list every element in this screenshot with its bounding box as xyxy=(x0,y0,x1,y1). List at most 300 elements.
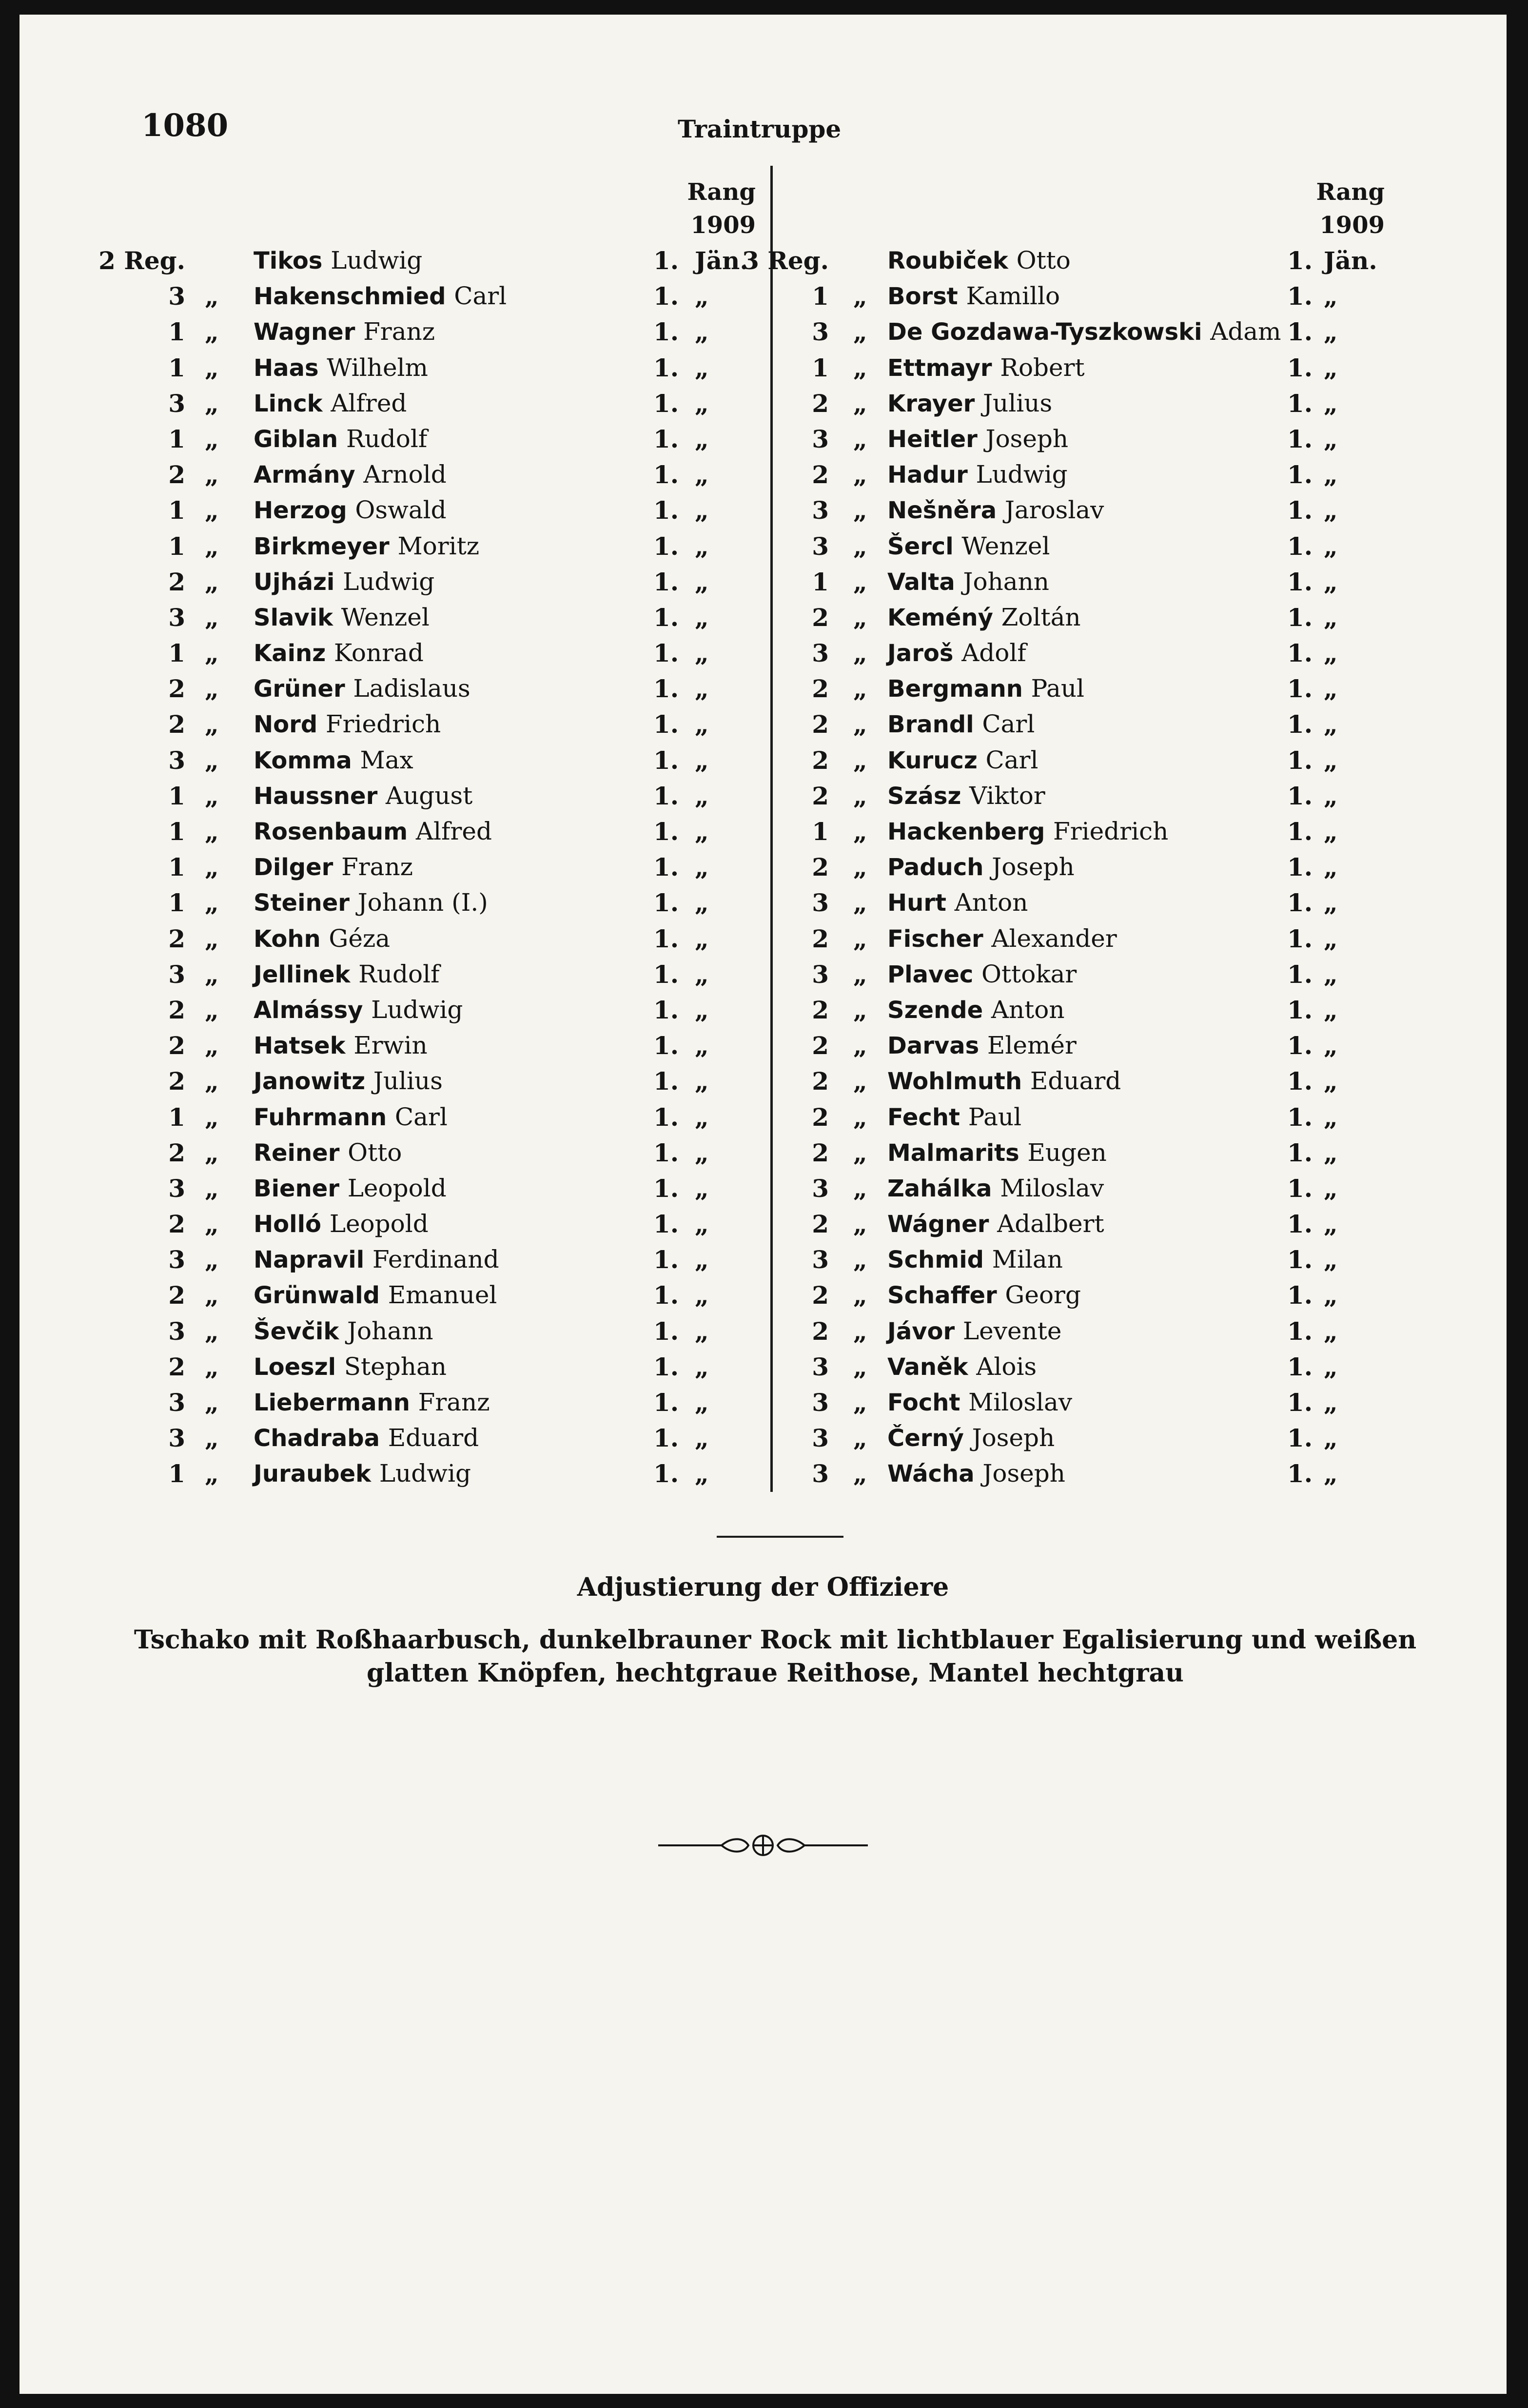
ditto-mark: „ xyxy=(205,1281,219,1310)
officer-name xyxy=(254,568,434,596)
rank-value: 1. xyxy=(653,674,679,704)
rank-value: 1. xyxy=(653,317,679,347)
officer-name xyxy=(887,425,1068,453)
rank-month: „ xyxy=(695,353,709,382)
officer-name xyxy=(254,924,390,953)
surname: Grünwald xyxy=(254,1282,380,1310)
rank-value: 1. xyxy=(1287,1388,1313,1417)
rank-month: „ xyxy=(1324,781,1338,810)
surname: Šercl xyxy=(887,532,954,560)
rank-value: 1. xyxy=(1287,1174,1313,1203)
first-name: Ferdinand xyxy=(372,1245,499,1274)
regiment-number: 3 xyxy=(168,1316,185,1346)
rank-month: „ xyxy=(695,460,709,489)
ditto-mark: „ xyxy=(205,817,219,846)
surname: Zahálka xyxy=(887,1175,992,1202)
officer-name xyxy=(254,317,435,346)
section-title: Adjustierung der Offiziere xyxy=(577,1572,949,1602)
first-name: Adolf xyxy=(961,639,1026,667)
surname: Jaroš xyxy=(887,640,954,667)
ditto-mark: „ xyxy=(205,924,219,953)
first-name: Kamillo xyxy=(966,282,1060,311)
rank-month: „ xyxy=(1324,710,1338,739)
first-name: Wilhelm xyxy=(327,353,428,382)
rank-value: 1. xyxy=(653,710,679,739)
surname: Ettmayr xyxy=(887,354,992,382)
surname: Nešněra xyxy=(887,497,997,525)
surname: Wohlmuth xyxy=(887,1068,1022,1096)
rang-header-right xyxy=(1297,176,1385,242)
first-name: Julius xyxy=(983,389,1053,417)
first-name: Eugen xyxy=(1027,1138,1107,1167)
first-name: Paul xyxy=(1031,674,1085,703)
first-name: Friedrich xyxy=(325,710,441,739)
ditto-mark: „ xyxy=(205,1459,219,1488)
rank-month: „ xyxy=(695,1388,709,1417)
regiment-number: 2 xyxy=(812,1138,829,1167)
surname: Almássy xyxy=(254,996,363,1024)
regiment-number: 2 xyxy=(812,603,829,632)
first-name: Oswald xyxy=(355,496,447,525)
ditto-mark: „ xyxy=(853,853,867,882)
rank-month: „ xyxy=(1324,1174,1338,1203)
officer-name xyxy=(887,710,1035,738)
regiment-number: 2 xyxy=(812,745,829,775)
surname: Černý xyxy=(887,1425,964,1452)
officer-name xyxy=(887,246,1071,274)
officer-name xyxy=(887,1174,1104,1202)
rank-month: „ xyxy=(695,1138,709,1167)
surname: Biener xyxy=(254,1175,339,1202)
rank-month: „ xyxy=(695,282,709,311)
regiment-number: 2 xyxy=(168,460,185,489)
ditto-mark: „ xyxy=(853,567,867,596)
officer-name xyxy=(887,1245,1063,1273)
first-name: Georg xyxy=(1005,1281,1081,1310)
regiment-number: 3 xyxy=(168,959,185,989)
officer-name xyxy=(254,817,492,845)
first-name: Moritz xyxy=(397,531,480,560)
ditto-mark: „ xyxy=(205,567,219,596)
regiment-number: 2 xyxy=(812,853,829,882)
surname: Paduch xyxy=(887,854,984,881)
officer-name xyxy=(254,1103,448,1131)
officer-name xyxy=(887,1031,1077,1059)
rank-month: „ xyxy=(1324,995,1338,1024)
rank-value: 1. xyxy=(653,496,679,525)
ditto-mark: „ xyxy=(205,1388,219,1417)
ditto-mark: „ xyxy=(853,745,867,775)
first-name: Alois xyxy=(976,1352,1037,1381)
officer-name xyxy=(887,1317,1061,1345)
first-name: Adam xyxy=(1210,317,1281,346)
regiment-number: 2 xyxy=(168,1067,185,1096)
rank-month: „ xyxy=(695,424,709,453)
regiment-number: 1 xyxy=(168,531,185,561)
rank-value: 1. xyxy=(653,1316,679,1346)
regiment-number: 3 xyxy=(812,959,829,989)
rank-value: 1. xyxy=(1287,639,1313,668)
rank-value: 1. xyxy=(653,745,679,775)
officer-name xyxy=(887,568,1049,596)
ditto-mark: „ xyxy=(853,1174,867,1203)
rang-year: 1909 xyxy=(1319,212,1385,239)
officer-name xyxy=(254,1245,499,1273)
surname: Herzog xyxy=(254,497,347,525)
officer-name xyxy=(887,639,1026,667)
officer-name xyxy=(887,746,1038,774)
ditto-mark: „ xyxy=(205,460,219,489)
regiment-number: 2 xyxy=(168,674,185,704)
regiment-number: 1 xyxy=(812,567,829,596)
rank-value: 1. xyxy=(1287,1067,1313,1096)
first-name: Géza xyxy=(329,924,391,953)
first-name: Adalbert xyxy=(997,1210,1104,1238)
first-name: Rudolf xyxy=(358,959,440,988)
rank-value: 1. xyxy=(1287,317,1313,347)
surname: Ujházi xyxy=(254,568,335,596)
ditto-mark: „ xyxy=(853,710,867,739)
surname: Napravil xyxy=(254,1246,365,1274)
officer-name xyxy=(887,782,1045,810)
rank-month: „ xyxy=(1324,567,1338,596)
rank-month: „ xyxy=(1324,1210,1338,1239)
ditto-mark: „ xyxy=(853,639,867,668)
rank-value: 1. xyxy=(1287,353,1313,382)
surname: Fischer xyxy=(887,925,983,953)
rank-month: „ xyxy=(1324,1388,1338,1417)
ditto-mark: „ xyxy=(205,1210,219,1239)
rank-month: „ xyxy=(695,1210,709,1239)
first-name: Franz xyxy=(363,317,435,346)
rank-month: „ xyxy=(695,710,709,739)
rank-month: „ xyxy=(695,1459,709,1488)
rank-month: „ xyxy=(1324,282,1338,311)
rank-month: „ xyxy=(1324,745,1338,775)
ditto-mark: „ xyxy=(853,460,867,489)
ditto-mark: „ xyxy=(205,353,219,382)
rank-month: „ xyxy=(695,1352,709,1381)
officer-name xyxy=(254,1352,447,1381)
rank-value: 1. xyxy=(1287,496,1313,525)
surname: Liebermann xyxy=(254,1389,410,1416)
regiment-number: 2 xyxy=(168,1352,185,1381)
officer-name xyxy=(254,1067,443,1095)
surname: Kohn xyxy=(254,925,321,953)
regiment-number: 3 xyxy=(812,1388,829,1417)
rank-value: 1. xyxy=(1287,1459,1313,1488)
first-name: Eduard xyxy=(1030,1067,1121,1096)
first-name: Konrad xyxy=(333,639,424,667)
ditto-mark: „ xyxy=(853,924,867,953)
regiment-number: 2 xyxy=(812,995,829,1024)
rank-value: 1. xyxy=(1287,853,1313,882)
rank-month: „ xyxy=(695,781,709,810)
regiment-number: 2 xyxy=(168,1138,185,1167)
rank-value: 1. xyxy=(1287,567,1313,596)
rank-value: 1. xyxy=(1287,1210,1313,1239)
surname: Krayer xyxy=(887,390,975,417)
regiment-number: 3 xyxy=(168,603,185,632)
officer-name xyxy=(254,246,422,274)
rank-value: 1. xyxy=(1287,1031,1313,1060)
officer-name xyxy=(887,960,1077,988)
rank-month: „ xyxy=(695,496,709,525)
rank-value: 1. xyxy=(1287,603,1313,632)
rank-value: 1. xyxy=(1287,674,1313,704)
rank-month: „ xyxy=(695,1245,709,1274)
rank-month: „ xyxy=(1324,1102,1338,1132)
surname: Bergmann xyxy=(887,675,1023,703)
officer-name xyxy=(254,1210,429,1238)
regiment-number: 3 xyxy=(812,317,829,347)
first-name: Ludwig xyxy=(379,1459,471,1488)
rank-value: 1. xyxy=(1287,531,1313,561)
surname: Haas xyxy=(254,354,319,382)
officer-name xyxy=(887,353,1085,382)
first-name: Eduard xyxy=(388,1424,479,1452)
first-name: Ladislaus xyxy=(353,674,470,703)
regiment-number: 2 xyxy=(168,1210,185,1239)
rank-month: „ xyxy=(1324,1352,1338,1381)
rank-month: „ xyxy=(1324,1424,1338,1453)
ditto-mark: „ xyxy=(853,496,867,525)
officer-name xyxy=(254,532,479,560)
surname: Birkmeyer xyxy=(254,532,390,560)
rank-month: „ xyxy=(695,1067,709,1096)
regiment-number: 3 xyxy=(812,1245,829,1274)
rank-value: 1. xyxy=(1287,781,1313,810)
first-name: Leopold xyxy=(347,1174,447,1202)
rank-value: 1. xyxy=(1287,246,1313,275)
rank-value: 1. xyxy=(1287,424,1313,453)
ditto-mark: „ xyxy=(853,1067,867,1096)
section-divider xyxy=(717,1536,843,1538)
first-name: Levente xyxy=(962,1316,1062,1345)
ditto-mark: „ xyxy=(853,389,867,418)
regiment-number: 1 xyxy=(168,496,185,525)
ditto-mark: „ xyxy=(205,639,219,668)
surname: Tikos xyxy=(254,247,323,274)
first-name: Wenzel xyxy=(961,531,1050,560)
rank-value: 1. xyxy=(653,1281,679,1310)
surname: Hurt xyxy=(887,889,946,917)
first-name: Joseph xyxy=(972,1424,1055,1452)
rank-month: „ xyxy=(695,853,709,882)
rank-month: „ xyxy=(695,389,709,418)
officer-name xyxy=(254,674,470,703)
surname: Juraubek xyxy=(254,1460,372,1488)
regiment-number: 3 xyxy=(168,1388,185,1417)
rank-month: „ xyxy=(1324,603,1338,632)
rank-value: 1. xyxy=(653,460,679,489)
rank-month: „ xyxy=(695,817,709,846)
rank-month: „ xyxy=(695,924,709,953)
officer-name xyxy=(887,603,1081,631)
first-name: Carl xyxy=(454,282,507,311)
rank-value: 1. xyxy=(653,424,679,453)
surname: Chadraba xyxy=(254,1425,380,1452)
first-name: August xyxy=(386,781,473,810)
first-name: Ludwig xyxy=(343,567,435,596)
officer-name xyxy=(887,888,1028,917)
rank-value: 1. xyxy=(653,995,679,1024)
officer-name xyxy=(887,1459,1065,1488)
first-name: Franz xyxy=(418,1388,490,1416)
regiment-number: 1 xyxy=(168,639,185,668)
first-name: Elemér xyxy=(987,1031,1077,1060)
rank-value: 1. xyxy=(653,1138,679,1167)
rank-month: „ xyxy=(1324,460,1338,489)
officer-name xyxy=(254,782,472,810)
rank-month: „ xyxy=(1324,389,1338,418)
ditto-mark: „ xyxy=(853,1138,867,1167)
first-name: Stephan xyxy=(344,1352,447,1381)
rank-month: „ xyxy=(1324,424,1338,453)
rang-year: 1909 xyxy=(690,212,756,239)
regiment-number: 2 xyxy=(168,710,185,739)
surname: Borst xyxy=(887,283,958,311)
rank-value: 1. xyxy=(653,1031,679,1060)
ditto-mark: „ xyxy=(205,710,219,739)
rank-month: „ xyxy=(695,1316,709,1346)
rank-value: 1. xyxy=(1287,888,1313,918)
first-name: Milan xyxy=(992,1245,1063,1274)
regiment-number: 2 xyxy=(812,1031,829,1060)
ditto-mark: „ xyxy=(853,1352,867,1381)
surname: Giblan xyxy=(254,425,338,453)
ditto-mark: „ xyxy=(853,888,867,918)
rank-value: 1. xyxy=(653,888,679,918)
regiment-number: 3 xyxy=(812,531,829,561)
ditto-mark: „ xyxy=(205,1424,219,1453)
first-name: Rudolf xyxy=(346,424,428,453)
officer-name xyxy=(254,389,407,417)
rank-value: 1. xyxy=(653,1424,679,1453)
first-name: Erwin xyxy=(353,1031,428,1060)
ditto-mark: „ xyxy=(205,1031,219,1060)
rank-month: „ xyxy=(695,745,709,775)
officer-name xyxy=(887,1388,1072,1416)
rank-value: 1. xyxy=(653,959,679,989)
ditto-mark: „ xyxy=(853,1210,867,1239)
rank-month: „ xyxy=(1324,1316,1338,1346)
ditto-mark: „ xyxy=(205,888,219,918)
rank-value: 1. xyxy=(653,531,679,561)
first-name: Robert xyxy=(1000,353,1085,382)
ditto-mark: „ xyxy=(853,995,867,1024)
ditto-mark: „ xyxy=(853,817,867,846)
ditto-mark: „ xyxy=(853,603,867,632)
rank-month: Jän. xyxy=(1324,246,1377,275)
first-name: Joseph xyxy=(992,853,1075,881)
ditto-mark: „ xyxy=(205,781,219,810)
ditto-mark: „ xyxy=(853,282,867,311)
ditto-mark: „ xyxy=(205,1352,219,1381)
regiment-number: 1 xyxy=(812,353,829,382)
regiment-number: 3 xyxy=(812,639,829,668)
regiment-number: 3 xyxy=(168,745,185,775)
first-name: Carl xyxy=(982,710,1035,739)
rank-value: 1. xyxy=(653,389,679,418)
rank-value: 1. xyxy=(653,1210,679,1239)
regiment-number: 2 xyxy=(812,1067,829,1096)
officer-name xyxy=(254,496,447,524)
officer-name xyxy=(887,1352,1037,1381)
surname: Malmarits xyxy=(887,1139,1019,1167)
regiment-number: 1 xyxy=(812,817,829,846)
rank-month: „ xyxy=(1324,924,1338,953)
first-name: Carl xyxy=(985,745,1038,774)
first-name: Miloslav xyxy=(968,1388,1073,1416)
rank-value: 1. xyxy=(1287,1245,1313,1274)
first-name: Carl xyxy=(394,1102,448,1131)
rank-month: „ xyxy=(695,995,709,1024)
officer-name xyxy=(254,746,413,774)
officer-name xyxy=(887,996,1065,1024)
ditto-mark: „ xyxy=(205,995,219,1024)
officer-name xyxy=(254,639,424,667)
rang-header-left xyxy=(668,176,756,242)
regiment-number: 1 xyxy=(168,317,185,347)
surname: Hakenschmied xyxy=(254,283,446,311)
ditto-mark: „ xyxy=(205,603,219,632)
ditto-mark: „ xyxy=(853,531,867,561)
regiment-number: 3 xyxy=(168,1424,185,1453)
rank-value: 1. xyxy=(1287,282,1313,311)
ditto-mark: „ xyxy=(205,959,219,989)
surname: Focht xyxy=(887,1389,960,1416)
rank-month: „ xyxy=(695,1102,709,1132)
regiment-number: 2 xyxy=(168,1281,185,1310)
officer-name xyxy=(887,282,1060,310)
surname: Ševčik xyxy=(254,1317,339,1345)
officer-name xyxy=(887,1281,1081,1309)
officer-name xyxy=(887,532,1050,560)
officer-name xyxy=(254,1031,428,1059)
page-title: Traintruppe xyxy=(678,115,842,143)
rank-value: 1. xyxy=(653,567,679,596)
regiment-number: 3 xyxy=(168,389,185,418)
rank-value: 1. xyxy=(1287,710,1313,739)
ditto-mark: „ xyxy=(853,674,867,704)
ditto-mark: „ xyxy=(853,1316,867,1346)
officer-name xyxy=(254,1317,433,1345)
rank-value: 1. xyxy=(653,603,679,632)
rank-value: 1. xyxy=(1287,745,1313,775)
ditto-mark: „ xyxy=(853,781,867,810)
first-name: Wenzel xyxy=(341,603,430,631)
regiment-number: 1 xyxy=(168,1459,185,1488)
rank-month: „ xyxy=(695,1174,709,1203)
surname: Jávor xyxy=(887,1317,955,1345)
rank-month: „ xyxy=(1324,1459,1338,1488)
surname: Nord xyxy=(254,711,318,739)
rank-month: „ xyxy=(695,1424,709,1453)
rank-month: „ xyxy=(1324,1281,1338,1310)
surname: Hadur xyxy=(887,461,968,489)
rank-value: 1. xyxy=(653,1245,679,1274)
rank-month: „ xyxy=(1324,888,1338,918)
regiment-number: 2 xyxy=(812,710,829,739)
regiment-number: 3 xyxy=(168,282,185,311)
first-name: Joseph xyxy=(982,1459,1065,1488)
rank-month: „ xyxy=(1324,674,1338,704)
surname: Wácha xyxy=(887,1460,975,1488)
surname: Roubiček xyxy=(887,247,1008,274)
officer-name xyxy=(887,674,1084,703)
rank-month: „ xyxy=(1324,317,1338,347)
